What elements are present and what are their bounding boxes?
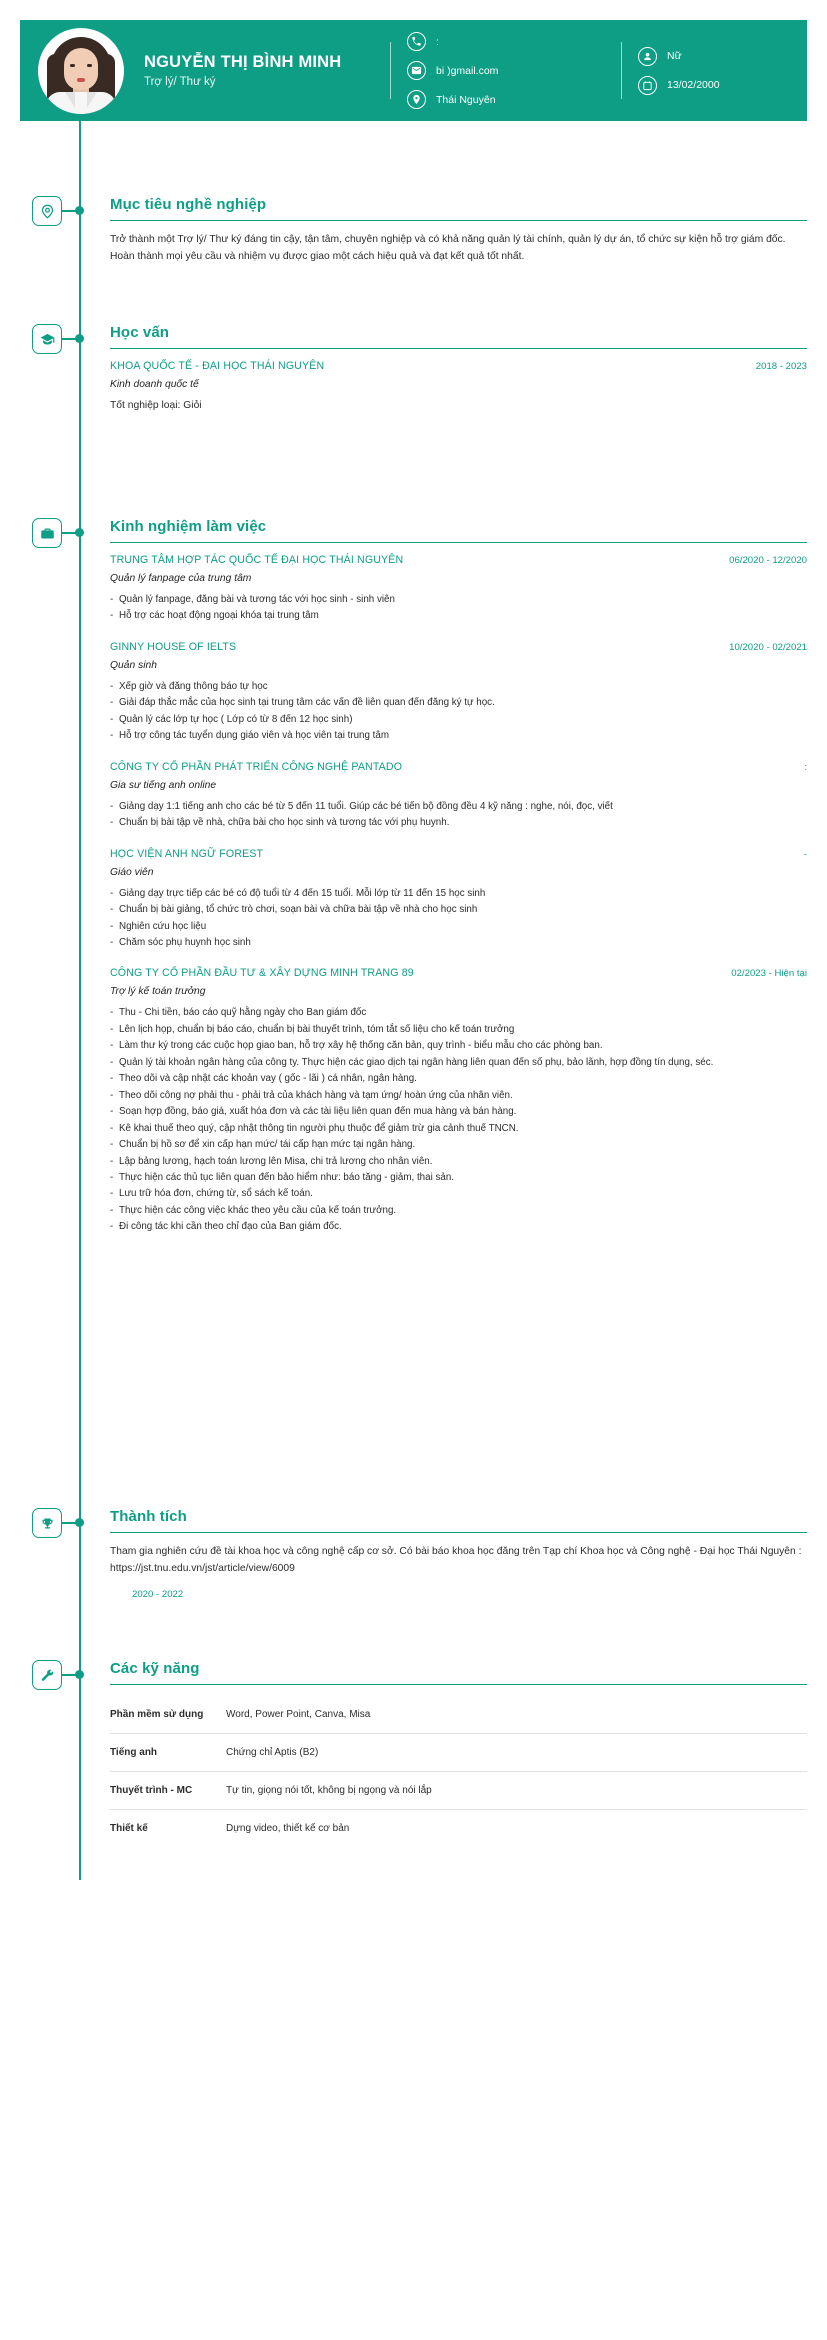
- entry-job-title: Quản sinh: [110, 659, 157, 671]
- calendar-icon: [638, 76, 657, 95]
- section-achievements: [20, 1508, 807, 1600]
- experience-list: [110, 554, 807, 1236]
- entry-date: :: [804, 761, 807, 773]
- entry-bullet: - Nghiên cứu học liệu: [110, 919, 807, 935]
- entry-organization: KHOA QUỐC TẾ - ĐẠI HỌC THÁI NGUYÊN: [110, 360, 325, 372]
- entry-header: [110, 848, 807, 860]
- avatar: [38, 28, 124, 114]
- email-icon: [407, 61, 426, 80]
- entry-bullet: - Hỗ trợ công tác tuyển dụng giáo viên và học viên tại trung tâm: [110, 728, 807, 744]
- candidate-name: NGUYỄN THỊ BÌNH MINH: [144, 52, 342, 71]
- entry-organization: CÔNG TY CỔ PHẦN PHÁT TRIỂN CÔNG NGHỆ PANTADO: [110, 760, 403, 773]
- name-block: [144, 53, 390, 89]
- education-list: [110, 360, 807, 415]
- entry-organization: HỌC VIỆN ANH NGỮ FOREST: [110, 847, 264, 860]
- section-title-skills: Các kỹ năng: [110, 1660, 200, 1677]
- entry-bullet: - Đi công tác khi cần theo chỉ đạo của Ban giám đốc.: [110, 1219, 807, 1235]
- contact-gender-value: Nữ: [667, 50, 682, 62]
- contact-column-left: [391, 32, 621, 110]
- section-rule: [110, 1532, 807, 1533]
- contact-column-right: [622, 46, 802, 95]
- entry-date: -: [803, 848, 807, 860]
- contact-email-value: bi )gmail.com: [436, 64, 499, 77]
- entry-job-title: Quản lý fanpage của trung tâm: [110, 573, 252, 584]
- skill-name: Tiếng anh: [110, 1734, 226, 1772]
- entry-item: [110, 967, 807, 1235]
- entry-date: 06/2020 - 12/2020: [729, 555, 807, 566]
- entry-item: [110, 641, 807, 745]
- entry-bullet: - Soạn hợp đồng, báo giá, xuất hóa đơn và các tài liệu liên quan đến mua hàng và bán hàng.: [110, 1104, 807, 1120]
- entry-bullet: - Lên lịch họp, chuẩn bị báo cáo, chuẩn bị bài thuyết trình, tóm tắt số liệu cho kế toán trưởng: [110, 1022, 807, 1038]
- section-title-achievements: Thành tích: [110, 1508, 187, 1525]
- entry-bullet: - Giảng dạy trực tiếp các bé có độ tuổi từ 4 đến 15 tuổi. Mỗi lớp từ 11 đến 15 học sinh: [110, 886, 807, 902]
- entry-bullet-list: [110, 886, 807, 952]
- entry-bullet: - Chuẩn bị hồ sơ để xin cấp hạn mức/ tái cấp hạn mức tại ngân hàng.: [110, 1137, 807, 1153]
- entry-date: 10/2020 - 02/2021: [729, 641, 807, 653]
- entry-bullet-list: [110, 592, 807, 625]
- briefcase-icon: [32, 518, 62, 548]
- section-title-objective: Mục tiêu nghề nghiệp: [110, 196, 267, 213]
- section-dot: [75, 206, 84, 215]
- skill-row: [110, 1696, 807, 1734]
- entry-item: [110, 554, 807, 625]
- entry-bullet: - Xếp giờ và đăng thông báo tự học: [110, 679, 807, 695]
- entry-date: 2018 - 2023: [755, 361, 807, 372]
- contact-gender-row: [638, 46, 792, 66]
- entry-header: [110, 761, 807, 773]
- skill-value: Chứng chỉ Aptis (B2): [226, 1734, 807, 1772]
- entry-job-title: Giáo viên: [110, 866, 154, 878]
- entry-header: [110, 967, 807, 979]
- entry-bullet: - Làm thư ký trong các cuộc họp giao ban, hỗ trợ xây hệ thống căn bản, quy trình - biểu mẫu cho các phòng ban.: [110, 1038, 807, 1054]
- entry-bullet: - Theo dõi công nợ phải thu - phải trả của khách hàng và tạm ứng/ hoàn ứng của nhân viên.: [110, 1088, 807, 1104]
- entry-bullet: - Chuẩn bị bài giảng, tổ chức trò chơi, soạn bài và chữa bài tập về nhà cho học sinh: [110, 902, 807, 918]
- entry-bullet: - Thực hiện các công việc khác theo yêu cầu của kế toán trưởng.: [110, 1203, 807, 1219]
- skill-row: [110, 1810, 807, 1848]
- skill-name: Phần mềm sử dụng: [110, 1696, 226, 1734]
- entry-date: 02/2023 - Hiện tại: [731, 968, 807, 980]
- section-education: [20, 324, 807, 415]
- entry-note: Tốt nghiệp loại: Giỏi: [110, 400, 202, 411]
- skill-value: Tự tin, giọng nói tốt, không bị ngọng và nói lắp: [226, 1772, 807, 1810]
- phone-icon: [407, 32, 426, 51]
- section-objective: [20, 196, 807, 265]
- section-dot: [75, 1518, 84, 1527]
- skill-value: Dựng video, thiết kế cơ bản: [226, 1823, 350, 1834]
- location-icon: [407, 90, 426, 109]
- entry-bullet: - Chuẩn bị bài tập về nhà, chữa bài cho học sinh và tương tác với phụ huynh.: [110, 815, 807, 831]
- section-dot: [75, 1670, 84, 1679]
- section-dot: [75, 334, 84, 343]
- entry-bullet-list: [110, 1005, 807, 1235]
- wrench-icon: [32, 1660, 62, 1690]
- entry-item: [110, 848, 807, 952]
- skills-table: [110, 1696, 807, 1847]
- entry-bullet: - Thực hiện các thủ tục liên quan đến bảo hiểm như: báo tăng - giảm, thai sản.: [110, 1170, 807, 1186]
- entry-bullet: - Chăm sóc phụ huynh học sinh: [110, 935, 807, 951]
- entry-bullet: - Kê khai thuế theo quý, cập nhật thông tin người phụ thuộc để giảm trừ gia cảnh thuế TNCN.: [110, 1121, 807, 1137]
- entry-item: [110, 761, 807, 832]
- entry-organization: TRUNG TÂM HỢP TÁC QUỐC TẾ ĐẠI HỌC THÁI NGUYÊN: [110, 554, 404, 566]
- entry-job-title: Trợ lý kế toán trưởng: [110, 986, 206, 998]
- skill-name: Thuyết trình - MC: [110, 1772, 226, 1810]
- entry-bullet-list: [110, 799, 807, 832]
- section-dot: [75, 528, 84, 537]
- cv-header: [20, 20, 807, 121]
- contact-email-row: [407, 61, 611, 81]
- skill-name: Thiết kế: [110, 1823, 148, 1834]
- contact-phone-value: :: [436, 35, 439, 48]
- person-icon: [638, 47, 657, 66]
- section-skills: [20, 1660, 807, 1847]
- portrait-photo-icon: [38, 28, 124, 114]
- section-rule: [110, 348, 807, 349]
- achievements-date: 2020 - 2022: [132, 1589, 184, 1601]
- section-rule: [110, 542, 807, 543]
- contact-birthdate-row: [638, 75, 792, 95]
- target-icon: [32, 196, 62, 226]
- section-rule: [110, 220, 807, 221]
- section-title-experience: Kinh nghiệm làm việc: [110, 518, 267, 535]
- entry-job-title: Gia sư tiếng anh online: [110, 779, 217, 791]
- objective-paragraph: Trở thành một Trợ lý/ Thư ký đáng tin cậy, tận tâm, chuyên nghiệp và có khả năng quản lý tài chính, quản lý dự án, tổ chức sự kiện hỗ trợ giám đốc. Hoàn thành mọi yêu cầu và nhiệm vụ được giao một cách hiệu quả và đạt kết quả tốt nhất.: [110, 234, 786, 262]
- entry-bullet: - Thu - Chi tiền, báo cáo quỹ hằng ngày cho Ban giám đốc: [110, 1005, 807, 1021]
- entry-bullet: - Hỗ trợ các hoạt động ngoại khóa tại trung tâm: [110, 608, 807, 624]
- entry-bullet: - Quản lý các lớp tự học ( Lớp có từ 8 đến 12 học sinh): [110, 712, 807, 728]
- contact-phone-row: [407, 32, 611, 52]
- entry-job-title: Kinh doanh quốc tế: [110, 379, 199, 390]
- entry-item: [110, 360, 807, 415]
- trophy-icon: [32, 1508, 62, 1538]
- entry-bullet: - Giải đáp thắc mắc của học sinh tại trung tâm các vấn đề liên quan đến đăng ký tự học.: [110, 695, 807, 711]
- entry-bullet: - Lập bảng lương, hạch toán lương lên Misa, chi trả lương cho nhân viên.: [110, 1154, 807, 1170]
- entry-header: [110, 554, 807, 566]
- section-title-education: Học vấn: [110, 324, 170, 341]
- entry-organization: GINNY HOUSE OF IELTS: [110, 640, 237, 653]
- section-rule: [110, 1684, 807, 1685]
- contact-location-row: [407, 90, 611, 110]
- skill-row: [110, 1734, 807, 1772]
- skill-value: Word, Power Point, Canva, Misa: [226, 1696, 807, 1734]
- entry-header: [110, 641, 807, 653]
- entry-bullet: - Theo dõi và cập nhật các khoản vay ( gốc - lãi ) cá nhân, ngân hàng.: [110, 1071, 807, 1087]
- entry-header: [110, 360, 807, 372]
- entry-bullet: - Quản lý tài khoản ngân hàng của công ty. Thực hiện các giao dịch tại ngân hàng liên quan đến số phụ, bảo lãnh, hợp đồng tín dụng, séc.: [110, 1055, 807, 1071]
- entry-bullet: - Quản lý fanpage, đăng bài và tương tác với học sinh - sinh viên: [110, 592, 807, 608]
- entry-bullet-list: [110, 679, 807, 745]
- entry-bullet: - Giảng dạy 1:1 tiếng anh cho các bé từ 5 đến 11 tuổi. Giúp các bé tiến bộ đồng đều 4 kỹ năng : nghe, nói, đọc, viết: [110, 799, 807, 815]
- entry-organization: CÔNG TY CỔ PHẦN ĐẦU TƯ & XÂY DỰNG MINH TRANG 89: [110, 967, 414, 980]
- candidate-role: Trợ lý/ Thư ký: [144, 76, 216, 89]
- graduation-cap-icon: [32, 324, 62, 354]
- skill-row: [110, 1772, 807, 1810]
- contact-location-value: Thái Nguyên: [436, 93, 496, 106]
- entry-bullet: - Lưu trữ hóa đơn, chứng từ, sổ sách kế toán.: [110, 1186, 807, 1202]
- contact-birthdate-value: 13/02/2000: [667, 79, 720, 91]
- section-experience: [20, 518, 807, 1236]
- achievements-paragraph: Tham gia nghiên cứu đề tài khoa học và công nghệ cấp cơ sở. Có bài báo khoa học đăng trên Tạp chí Khoa học và Công nghệ - Đại học Thái Nguyên : https://jst.tnu.edu.vn/jst/article/view/6009: [110, 1546, 802, 1574]
